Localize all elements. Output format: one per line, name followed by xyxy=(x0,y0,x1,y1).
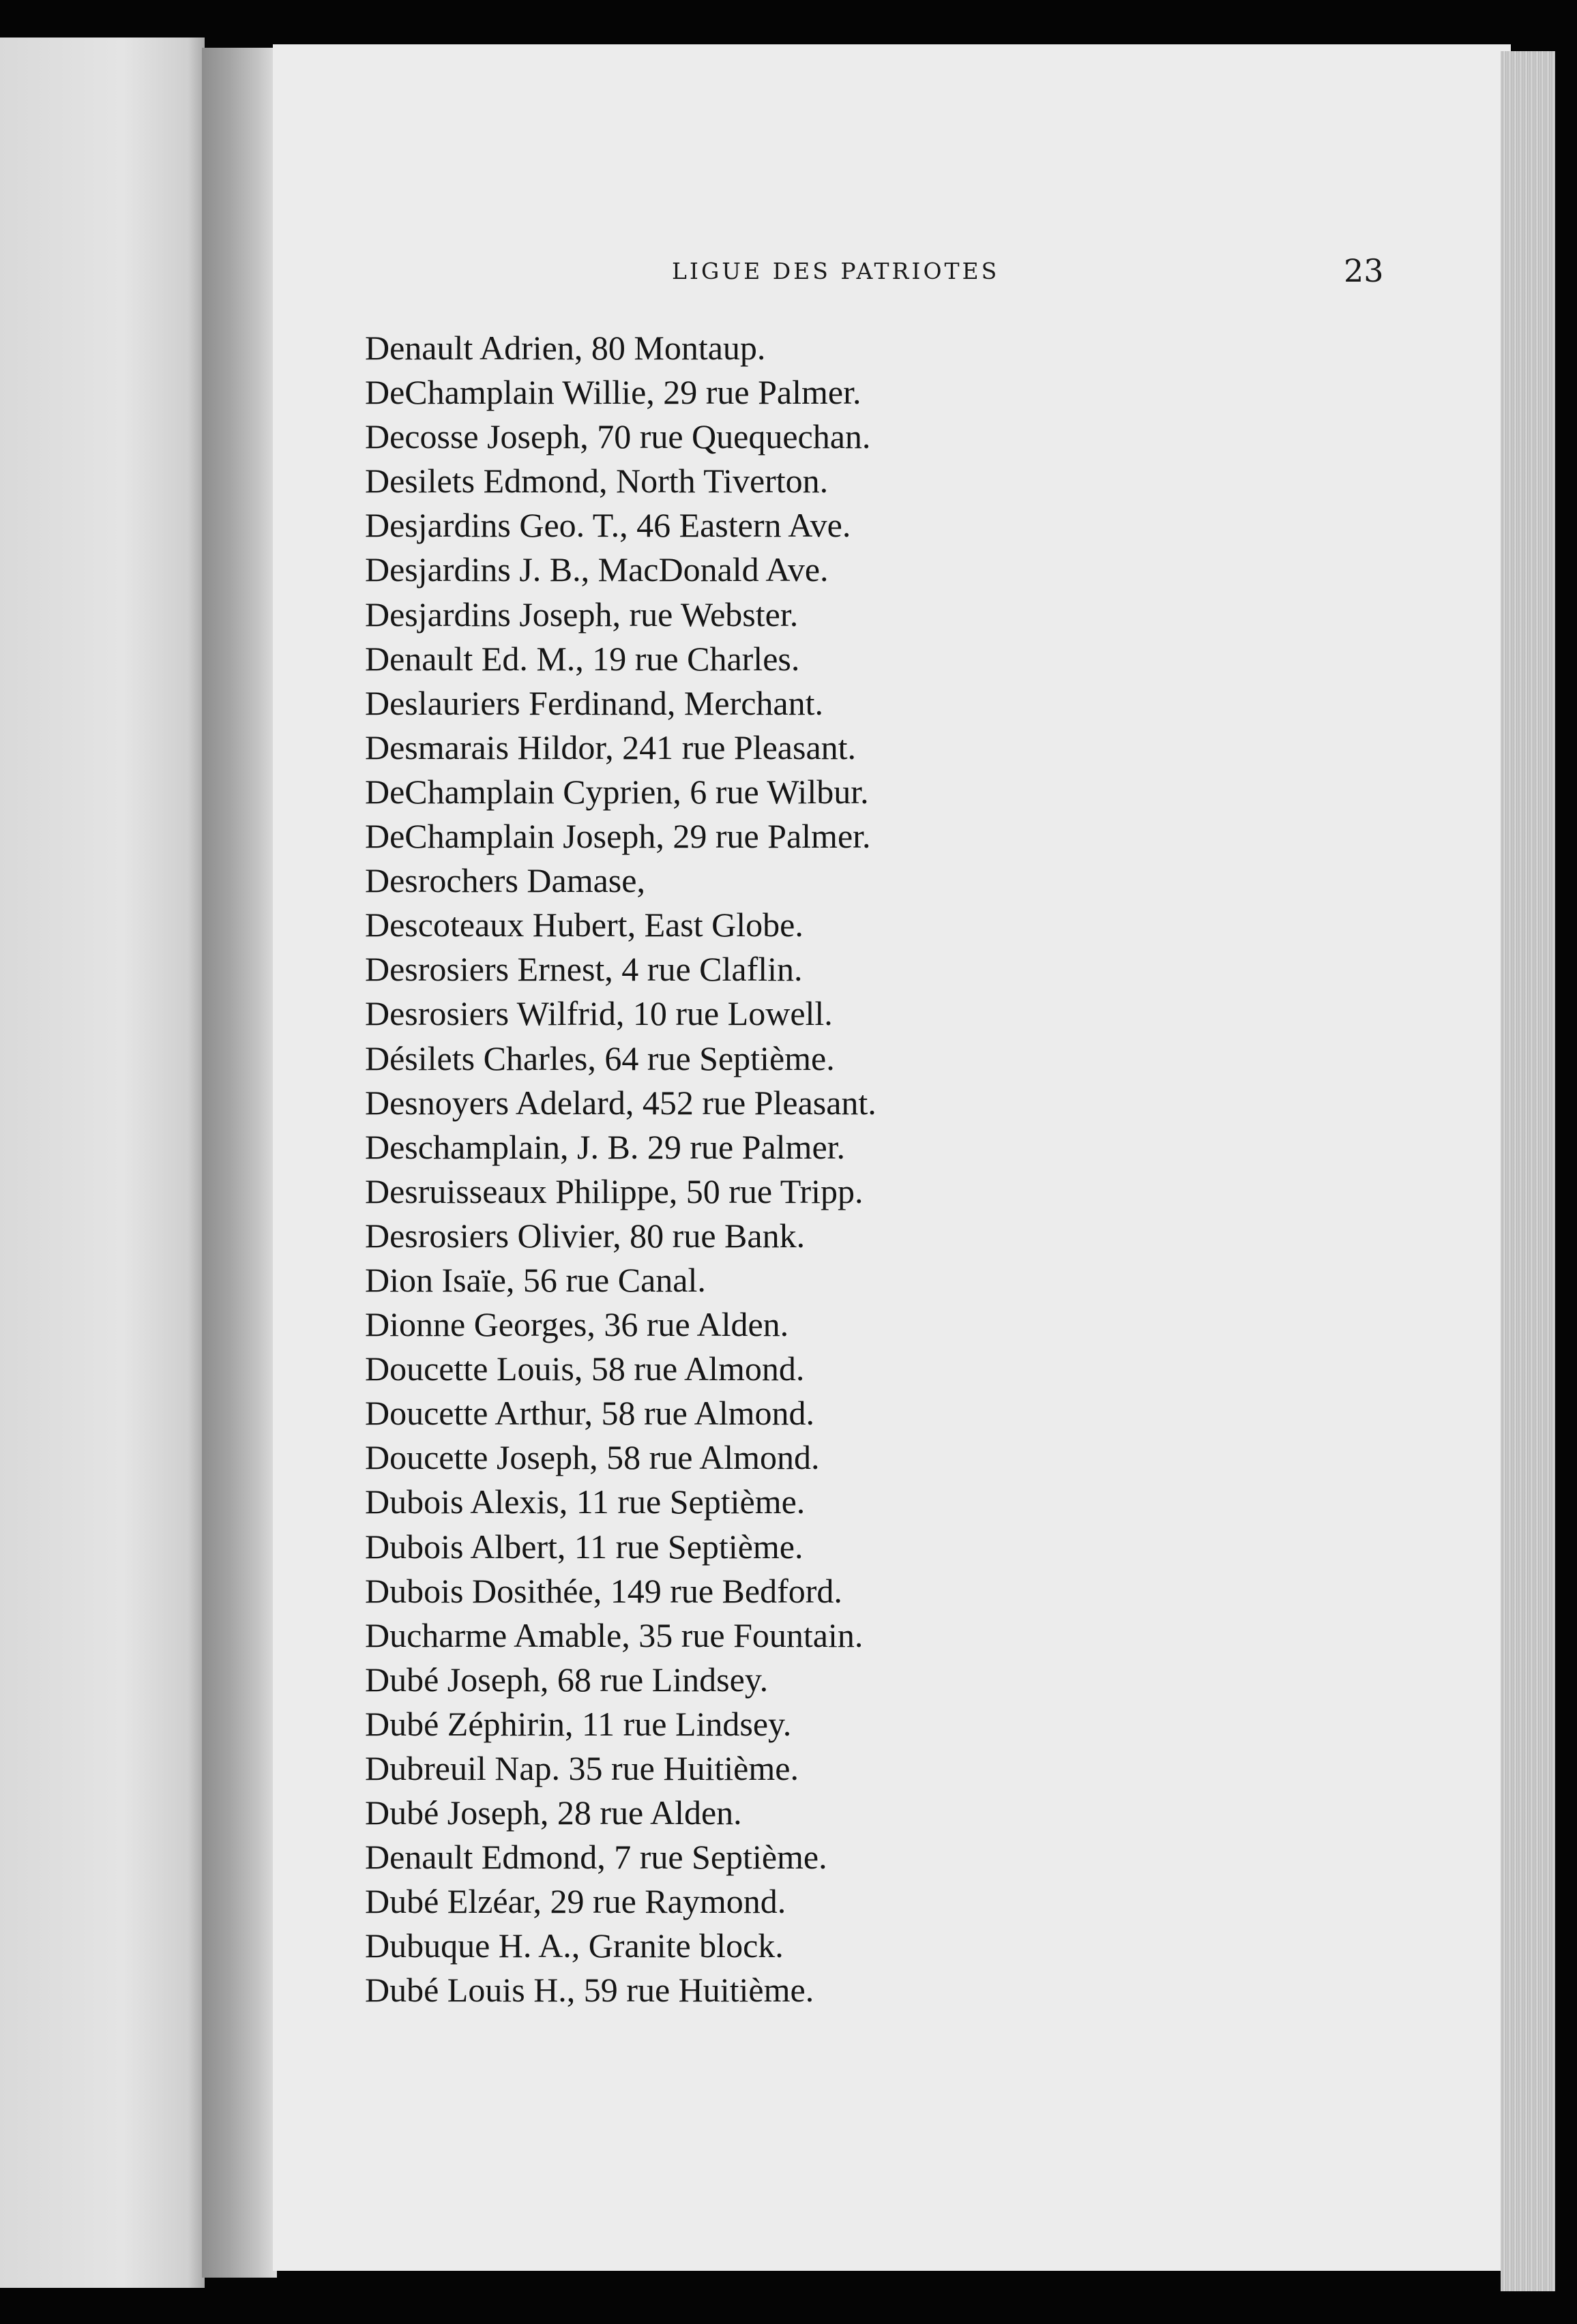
running-head: LIGUE DES PATRIOTES xyxy=(672,258,1000,284)
member-entry: Doucette Louis, 58 rue Almond. xyxy=(365,1350,805,1388)
member-entry: Deslauriers Ferdinand, Merchant. xyxy=(365,683,823,722)
member-entry: Desjardins Geo. T., 46 Eastern Ave. xyxy=(365,506,851,545)
page-number: 23 xyxy=(1344,252,1384,289)
member-entry: Desilets Edmond, North Tiverton. xyxy=(365,462,829,501)
member-entry: Ducharme Amable, 35 rue Fountain. xyxy=(365,1615,864,1654)
member-entry: Désilets Charles, 64 rue Septième. xyxy=(365,1039,835,1077)
member-entry: Doucette Joseph, 58 rue Almond. xyxy=(365,1438,820,1477)
member-entry: Desjardins Joseph, rue Webster. xyxy=(365,595,799,634)
member-entry: Deschamplain, J. B. 29 rue Palmer. xyxy=(365,1127,846,1166)
member-entry: Dubois Albert, 11 rue Septième. xyxy=(365,1527,804,1566)
member-entry: Dubé Zéphirin, 11 rue Lindsey. xyxy=(365,1704,792,1743)
page-stack-edges xyxy=(1501,51,1555,2291)
member-entry: Desmarais Hildor, 241 rue Pleasant. xyxy=(365,728,857,766)
member-entry: Dubois Dosithée, 149 rue Bedford. xyxy=(365,1571,842,1610)
member-entry: Dubuque H. A., Granite block. xyxy=(365,1926,784,1965)
member-entry: Decosse Joseph, 70 rue Quequechan. xyxy=(365,417,871,456)
member-entry: Desrosiers Olivier, 80 rue Bank. xyxy=(365,1216,806,1255)
member-entry: Dionne Georges, 36 rue Alden. xyxy=(365,1305,789,1344)
member-entry: Desrosiers Wilfrid, 10 rue Lowell. xyxy=(365,994,833,1033)
member-entry: Denault Adrien, 80 Montaup. xyxy=(365,329,766,367)
member-entry: Dubé Joseph, 68 rue Lindsey. xyxy=(365,1660,769,1699)
member-entry: Dubé Elzéar, 29 rue Raymond. xyxy=(365,1882,786,1921)
member-list xyxy=(365,326,876,2013)
member-entry: DeChamplain Willie, 29 rue Palmer. xyxy=(365,373,861,412)
member-entry: Descoteaux Hubert, East Globe. xyxy=(365,906,804,944)
member-entry: Desrochers Damase, xyxy=(365,861,645,900)
member-entry: Desrosiers Ernest, 4 rue Claflin. xyxy=(365,950,803,989)
member-entry: Dubreuil Nap. 35 rue Huitième. xyxy=(365,1749,799,1787)
book-gutter-shadow xyxy=(202,48,277,2278)
member-entry: Doucette Arthur, 58 rue Almond. xyxy=(365,1394,814,1433)
member-entry: Denault Edmond, 7 rue Septième. xyxy=(365,1838,827,1877)
member-entry: Desruisseaux Philippe, 50 rue Tripp. xyxy=(365,1172,864,1210)
member-entry: Desnoyers Adelard, 452 rue Pleasant. xyxy=(365,1083,876,1122)
member-entry: Desjardins J. B., MacDonald Ave. xyxy=(365,550,829,589)
member-entry: Dubé Joseph, 28 rue Alden. xyxy=(365,1793,742,1832)
member-entry: DeChamplain Joseph, 29 rue Palmer. xyxy=(365,817,871,856)
member-entry: Dion Isaïe, 56 rue Canal. xyxy=(365,1260,706,1299)
member-entry: Denault Ed. M., 19 rue Charles. xyxy=(365,639,800,678)
member-entry: Dubé Louis H., 59 rue Huitième. xyxy=(365,1971,814,2010)
member-entry: DeChamplain Cyprien, 6 rue Wilbur. xyxy=(365,772,869,811)
facing-page-edge xyxy=(0,38,205,2288)
member-entry: Dubois Alexis, 11 rue Septième. xyxy=(365,1483,806,1521)
